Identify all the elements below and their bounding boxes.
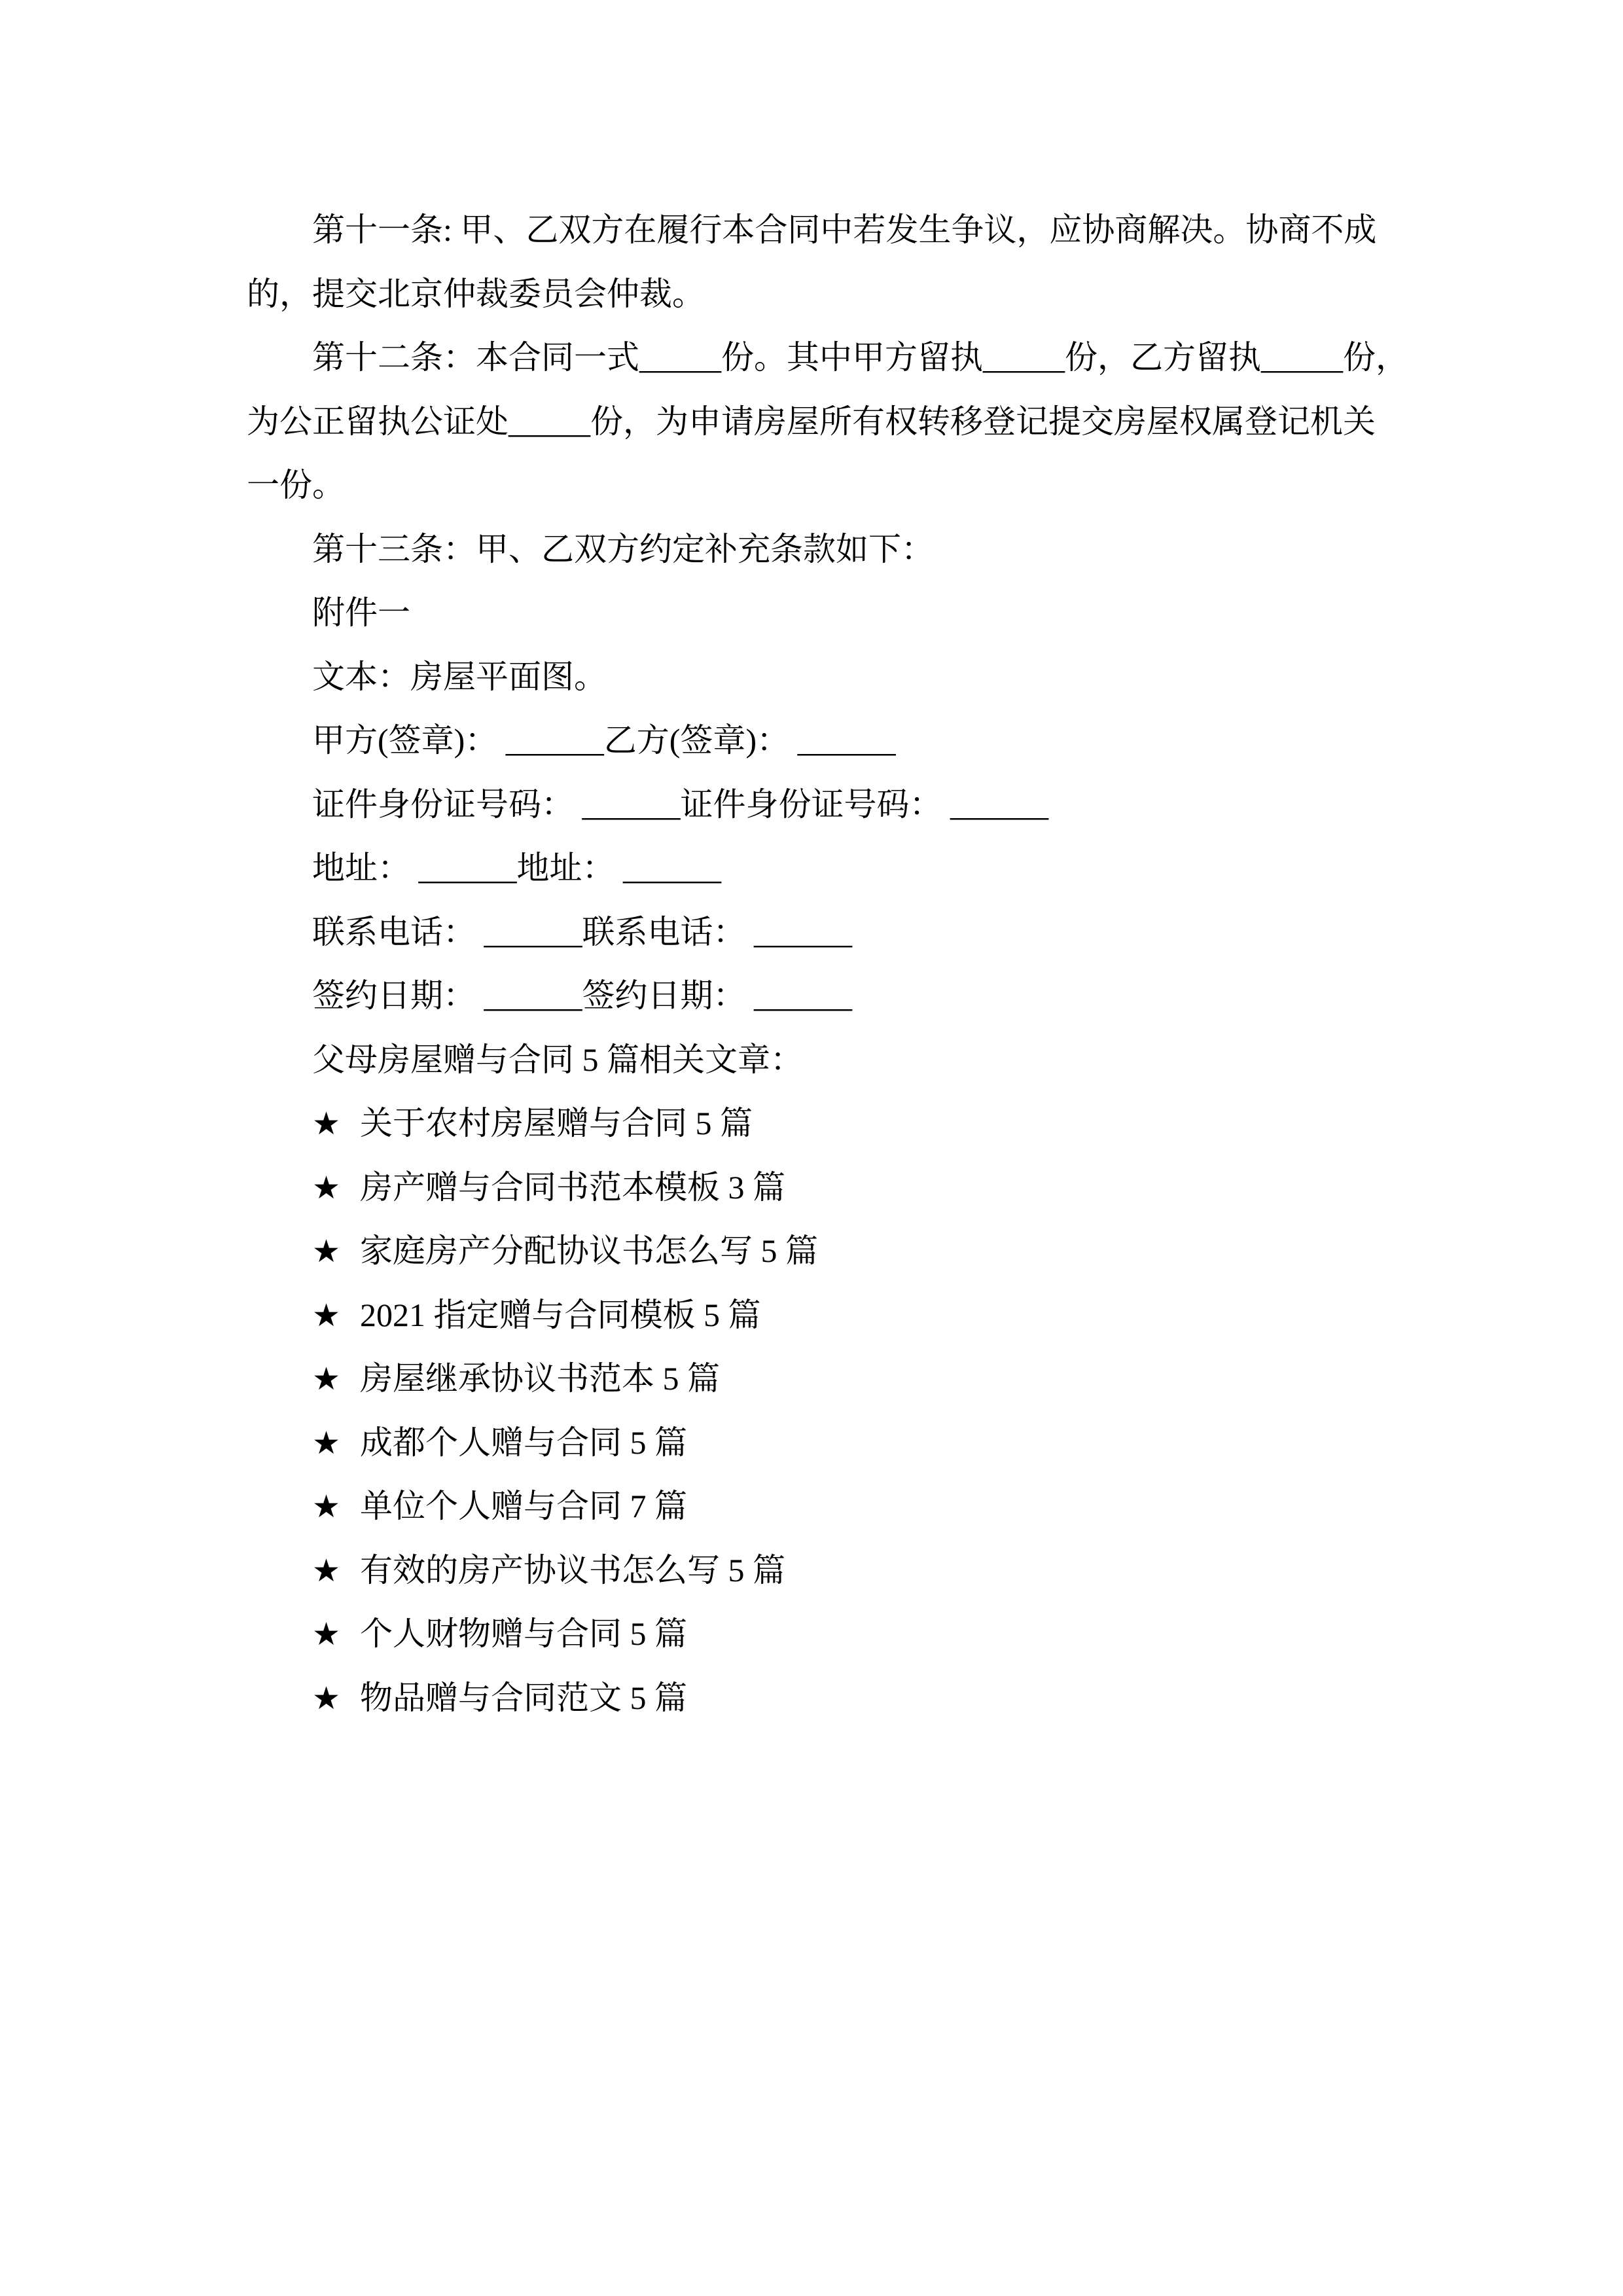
related-article-label: 单位个人赠与合同 7 篇 [360,1488,688,1524]
id-number-line: 证件身份证号码： ______证件身份证号码： ______ [312,785,1048,823]
star-bullet-icon: ★ [312,1298,341,1333]
related-article-item [247,1092,1435,1156]
related-article-item [247,1411,1435,1475]
phone-line: 联系电话： ______联系电话： ______ [312,913,852,950]
address-line: 地址： ______地址： ______ [312,850,721,886]
signature-line: 甲方(签章)： ______乙方(签章)： ______ [312,722,896,759]
attachment-heading: 附件一 [312,594,410,631]
star-bullet-icon: ★ [312,1681,341,1716]
related-article-item [247,1156,1435,1220]
related-article-label: 个人财物赠与合同 5 篇 [360,1615,688,1652]
clause-12-line-2: 为公正留执公证处_____份，为申请房屋所有权转移登记提交房屋权属登记机关 [247,403,1376,440]
related-article-label: 房产赠与合同书范本模板 3 篇 [360,1168,786,1206]
related-article-item [247,1602,1435,1666]
clause-13-line: 第十三条：甲、乙双方约定补充条款如下： [312,530,934,567]
related-article-item [247,1666,1435,1731]
star-bullet-icon: ★ [312,1426,341,1461]
related-article-label: 房屋继承协议书范本 5 篇 [360,1360,721,1397]
related-article-label: 家庭房产分配协议书怎么写 5 篇 [360,1232,819,1269]
related-article-label: 物品赠与合同范文 5 篇 [360,1679,688,1716]
clause-11-line-1: 第十一条: 甲、乙双方在履行本合同中若发生争议，应协商解决。协商不成 [312,211,1377,248]
sign-date-line: 签约日期： ______签约日期： ______ [312,977,852,1014]
star-bullet-icon: ★ [312,1107,341,1141]
related-article-label: 有效的房产协议书怎么写 5 篇 [360,1551,786,1588]
star-bullet-icon: ★ [312,1362,341,1397]
related-article-item [247,1219,1435,1283]
star-bullet-icon: ★ [312,1617,341,1652]
related-article-label: 关于农村房屋赠与合同 5 篇 [360,1105,753,1141]
clause-12-line-3: 一份。 [247,467,345,503]
star-bullet-icon: ★ [312,1170,341,1206]
star-bullet-icon: ★ [312,1553,341,1588]
related-article-item [247,1539,1435,1603]
related-article-item [247,1475,1435,1539]
clause-11-line-2: 的，提交北京仲裁委员会仲裁。 [247,275,705,312]
star-bullet-icon: ★ [312,1490,341,1524]
star-bullet-icon: ★ [312,1234,341,1269]
attachment-text: 文本：房屋平面图。 [312,658,607,695]
related-article-item [247,1347,1435,1411]
related-article-item [247,1283,1435,1348]
related-article-label: 成都个人赠与合同 5 篇 [360,1424,688,1461]
document-content [247,198,1435,1730]
related-article-label: 2021 指定赠与合同模板 5 篇 [360,1296,761,1333]
clause-12-line-1: 第十二条：本合同一式_____份。其中甲方留执_____份，乙方留执_____份， [312,339,1408,376]
related-articles-heading: 父母房屋赠与合同 5 篇相关文章： [312,1041,803,1078]
